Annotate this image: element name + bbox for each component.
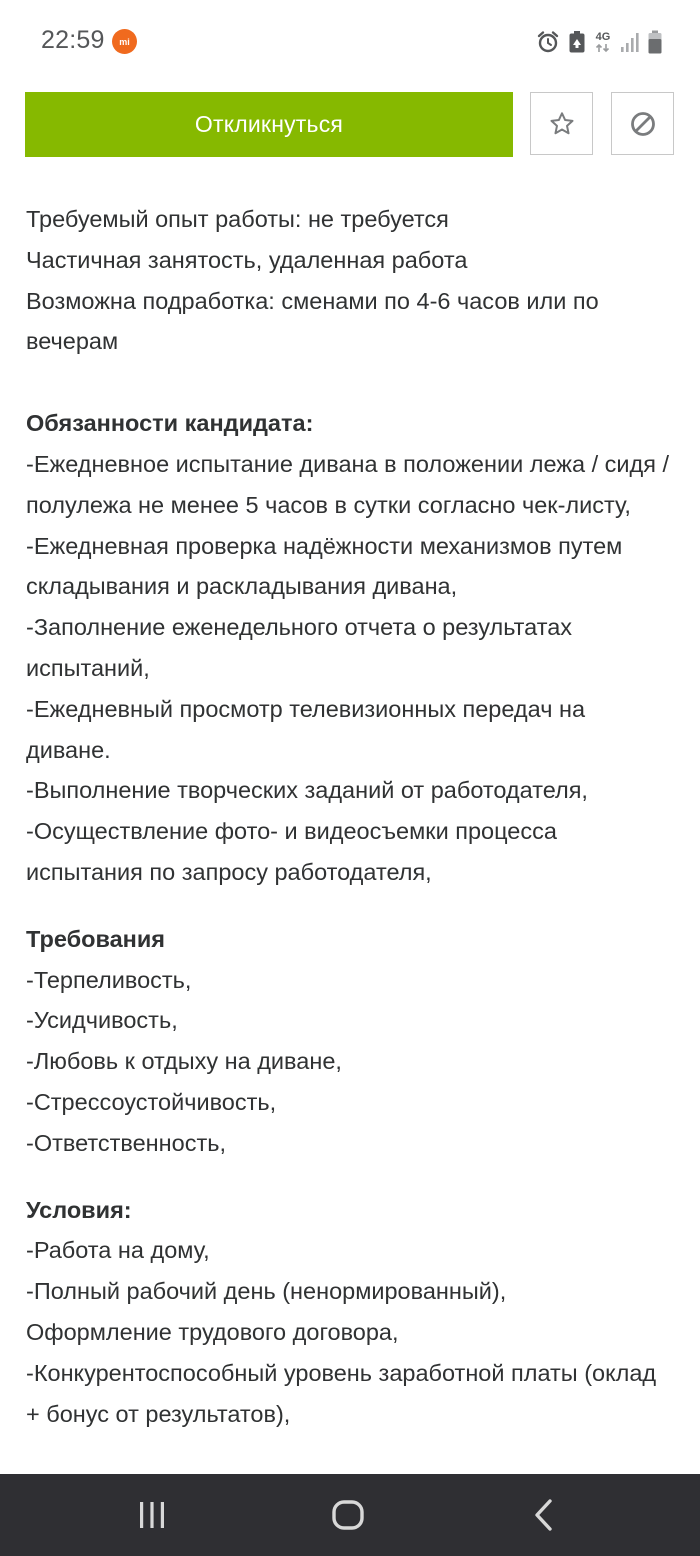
requirement-item: -Усидчивость, [26,1007,178,1034]
schedule-line: Возможна подработка: сменами по 4-6 часов или по вечерам [26,287,599,355]
recent-apps-icon [136,1499,168,1531]
duty-item: -Ежедневное испытание дивана в положении лежа / сидя / полулежа не менее 5 часов в сутки согласно чек-листу, [26,450,670,518]
duty-item: -Выполнение творческих заданий от работодателя, [26,777,588,804]
data-arrows-icon [595,43,611,53]
block-icon [629,110,657,138]
navigation-bar [0,1474,700,1556]
requirements-heading: Требования [26,925,166,952]
requirement-item: -Стрессоустойчивость, [26,1088,277,1115]
conditions-heading: Условия: [26,1196,132,1223]
duty-item: -Заполнение еженедельного отчета о результатах испытаний, [26,614,573,681]
condition-item: -Работа на дому, [26,1237,210,1264]
duty-item: -Ежедневная проверка надёжности механизмов путем складывания и раскладывания дивана, [26,532,623,600]
home-icon [331,1498,365,1532]
duty-item: -Осуществление фото- и видеосъемки процесса испытания по запросу работодателя, [26,818,557,885]
signal-icon [620,31,640,53]
duties-heading: Обязанности кандидата: [26,410,314,437]
respond-button[interactable]: Откликнуться [25,92,513,157]
alarm-icon [536,30,560,54]
hide-vacancy-button[interactable] [611,92,674,155]
status-bar [0,0,700,82]
condition-item: -Полный рабочий день (ненормированный), [26,1278,507,1305]
favorite-button[interactable] [530,92,593,155]
requirement-item: -Ответственность, [26,1129,226,1156]
network-type-label: 4G [595,30,611,43]
network-indicator [594,32,612,53]
battery-saver-icon [568,30,586,54]
home-button[interactable] [288,1474,408,1556]
requirement-item: -Терпеливость, [26,966,192,993]
employment-line: Частичная занятость, удаленная работа [26,246,468,273]
status-icons [536,27,662,57]
back-icon [532,1498,556,1532]
condition-item: -Конкурентоспособный уровень заработной платы (оклад + бонус от результатов), [26,1359,657,1427]
status-time: 22:59 [41,26,105,54]
duty-item: -Ежедневный просмотр телевизионных передач на диване. [26,695,586,763]
mi-app-icon: mi [112,29,137,54]
battery-icon [648,30,662,54]
experience-line: Требуемый опыт работы: не требуется [26,206,449,232]
star-outline-icon [548,110,576,138]
condition-item: Оформление трудового договора, [26,1318,399,1345]
vacancy-description [26,199,676,1434]
requirement-item: -Любовь к отдыху на диване, [26,1048,342,1075]
back-button[interactable] [484,1474,604,1556]
recent-apps-button[interactable] [92,1474,212,1556]
